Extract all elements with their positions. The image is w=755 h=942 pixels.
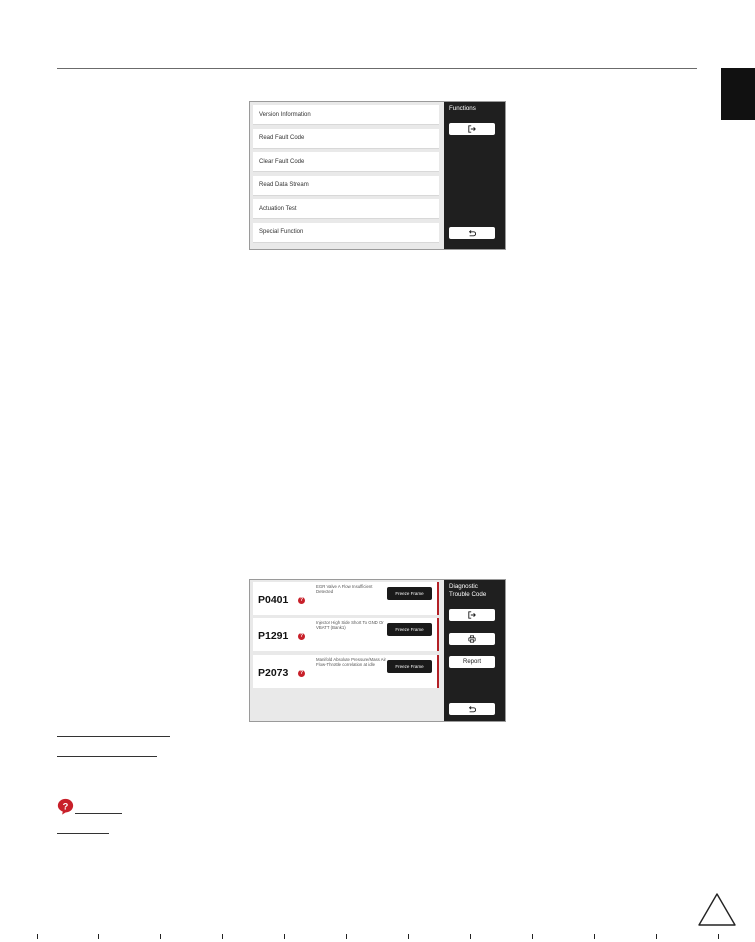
dtc-card: [253, 582, 439, 615]
header-rule: [57, 68, 697, 69]
menu-item-special-function[interactable]: Special Function: [253, 223, 439, 242]
back-arrow-icon: [468, 705, 476, 713]
crop-mark: [656, 934, 657, 939]
crop-mark: [284, 934, 285, 939]
dtc-description: Injector High Side Short To GND Or VBATT (Bank1): [316, 620, 384, 631]
crop-mark: [594, 934, 595, 939]
dtc-card: [253, 618, 439, 651]
dtc-panel: [444, 580, 505, 721]
crop-mark: [532, 934, 533, 939]
underline-rule: [57, 833, 109, 834]
panel-title: Functions: [449, 105, 476, 112]
exit-button[interactable]: [449, 123, 495, 135]
freeze-frame-button[interactable]: Freeze Frame: [387, 660, 432, 673]
freeze-frame-button[interactable]: Freeze Frame: [387, 623, 432, 636]
print-button[interactable]: [449, 633, 495, 645]
crop-mark: [160, 934, 161, 939]
exit-button[interactable]: [449, 609, 495, 621]
exit-icon: [468, 125, 476, 133]
menu-item-version-information[interactable]: Version Information: [253, 105, 439, 124]
question-mark-icon[interactable]: ?: [299, 670, 304, 676]
underline-rule: [57, 756, 157, 757]
crop-mark: [718, 934, 719, 939]
back-button[interactable]: [449, 227, 495, 239]
menu-item-read-fault-code[interactable]: Read Fault Code: [253, 129, 439, 148]
crop-mark: [470, 934, 471, 939]
dtc-card: [253, 655, 439, 688]
dtc-description: Manifold Absolute Pressure/Mass Air Flow-Throttle correlation at idle: [316, 657, 386, 668]
back-arrow-icon: [468, 229, 476, 237]
dtc-code: P1291: [258, 630, 289, 642]
exit-icon: [468, 611, 476, 619]
dtc-description: EGR Valve A Flow Insufficient Detected: [316, 584, 373, 595]
printer-icon: [468, 635, 476, 643]
underline-rule: [57, 736, 170, 737]
functions-panel: [444, 102, 505, 249]
crop-mark: [222, 934, 223, 939]
question-mark-icon[interactable]: ?: [299, 597, 304, 603]
back-button[interactable]: [449, 703, 495, 715]
function-menu: [253, 105, 439, 247]
report-button[interactable]: Report: [449, 656, 495, 668]
menu-item-read-data-stream[interactable]: Read Data Stream: [253, 176, 439, 195]
question-mark-icon: [57, 798, 74, 815]
crop-mark: [98, 934, 99, 939]
svg-text:?: ?: [62, 801, 69, 812]
underline-rule: [75, 813, 122, 814]
dtc-code: P2073: [258, 667, 289, 679]
section-tab: [721, 68, 755, 120]
freeze-frame-button[interactable]: Freeze Frame: [387, 587, 432, 600]
menu-item-actuation-test[interactable]: Actuation Test: [253, 199, 439, 218]
crop-mark: [346, 934, 347, 939]
menu-item-clear-fault-code[interactable]: Clear Fault Code: [253, 152, 439, 171]
question-mark-icon[interactable]: ?: [299, 633, 304, 639]
functions-screen: [249, 101, 506, 250]
crop-mark: [37, 934, 38, 939]
panel-title: Diagnostic Trouble Code: [449, 583, 487, 598]
crop-mark: [408, 934, 409, 939]
warning-triangle-icon: [697, 892, 737, 928]
dtc-screen: [249, 579, 506, 722]
dtc-code: P0401: [258, 594, 289, 606]
